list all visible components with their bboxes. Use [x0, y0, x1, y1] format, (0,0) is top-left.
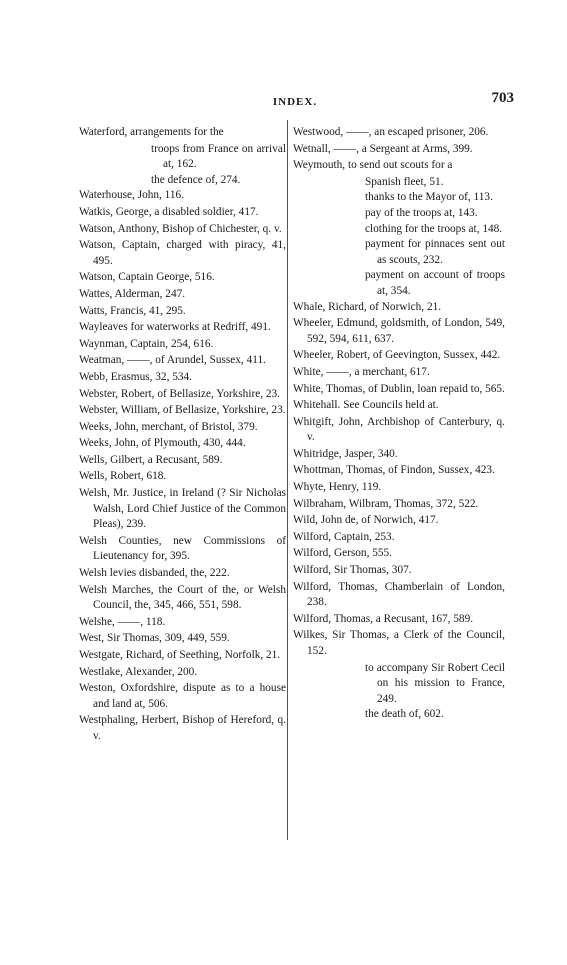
index-entry: Wheeler, Robert, of Geevington, Sussex, 442. — [293, 349, 501, 362]
index-entry: Westwood, ——, an escaped prisoner, 206. — [293, 126, 489, 138]
index-subentry: the defence of, 274. — [151, 173, 241, 186]
index-entry: Weeks, John, of Plymouth, 430, 444. — [79, 437, 246, 450]
index-entry: Wells, Robert, 618. — [79, 470, 167, 483]
index-entry: Watson, Captain, charged with piracy, 41, 495. — [79, 239, 286, 267]
index-entry: Welshe, ——, 118. — [79, 615, 166, 628]
index-entry: Watkis, George, a disabled soldier, 417. — [79, 205, 259, 218]
index-entry: Whitridge, Jasper, 340. — [293, 447, 398, 460]
index-entry: Wells, Gilbert, a Recusant, 589. — [79, 453, 223, 466]
page-number: 703 — [491, 90, 514, 106]
index-column-right — [293, 125, 505, 723]
index-entry: Westphaling, Herbert, Bishop of Hereford, q. v. — [79, 714, 286, 742]
index-entry: Webb, Erasmus, 32, 534. — [79, 370, 192, 383]
index-entry: Wilford, Sir Thomas, 307. — [293, 564, 412, 577]
index-entry: Weatman, ——, of Arundel, Sussex, 411. — [79, 354, 266, 367]
index-subentry: payment for pinnaces sent out as scouts, 232. — [365, 238, 505, 266]
index-entry: Welsh Counties, new Commissions of Lieutenancy for, 395. — [79, 534, 286, 563]
index-subentry: the death of, 602. — [365, 708, 444, 721]
index-entry: Westgate, Richard, of Seething, Norfolk, 21. — [79, 649, 281, 661]
index-subentry: payment on account of troops at, 354. — [365, 269, 505, 297]
index-entry: Wilford, Thomas, a Recusant, 167, 589. — [293, 612, 474, 625]
index-entry: Welsh, Mr. Justice, in Ireland (? Sir Nicholas Walsh, Lord Chief Justice of the Common Pleas), 239. — [79, 487, 286, 531]
index-entry: Watson, Anthony, Bishop of Chichester, q. v. — [79, 222, 282, 235]
index-entry: Wilford, Thomas, Chamberlain of London, 238. — [293, 580, 505, 609]
index-entry: Welsh levies disbanded, the, 222. — [79, 567, 230, 580]
running-head: INDEX. — [272, 96, 318, 108]
index-entry: Whitehall. See Councils held at. — [293, 399, 439, 412]
index-entry: Weston, Oxfordshire, dispute as to a house and land at, 506. — [79, 682, 286, 710]
page-header — [80, 90, 514, 114]
index-entry: Whale, Richard, of Norwich, 21. — [293, 300, 442, 313]
index-entry: Wetnall, ——, a Sergeant at Arms, 399. — [293, 142, 473, 155]
index-subentry: thanks to the Mayor of, 113. — [365, 191, 493, 204]
index-entry: Webster, William, of Bellasize, Yorkshire, 23. — [79, 404, 286, 417]
index-subentry: clothing for the troops at, 148. — [365, 222, 503, 235]
index-entry: Wild, John de, of Norwich, 417. — [293, 514, 439, 527]
index-entry: Wattes, Alderman, 247. — [79, 287, 186, 300]
index-entry: Waterhouse, John, 116. — [79, 189, 185, 202]
index-entry: Whitgift, John, Archbishop of Canterbury, q. v. — [293, 415, 505, 444]
index-entry: White, ——, a merchant, 617. — [293, 365, 430, 378]
column-divider — [287, 120, 288, 840]
index-entry: Wilford, Captain, 253. — [293, 530, 395, 543]
index-entry: Wilbraham, Wilbram, Thomas, 372, 522. — [293, 497, 479, 510]
index-entry: Weymouth, to send out scouts for a — [293, 159, 453, 172]
index-entry: Waynman, Captain, 254, 616. — [79, 337, 214, 350]
index-entry: Watts, Francis, 41, 295. — [79, 304, 186, 317]
index-entry: Webster, Robert, of Bellasize, Yorkshire, 23. — [79, 387, 281, 400]
index-entry: Whyte, Henry, 119. — [293, 481, 382, 494]
index-subentry: pay of the troops at, 143. — [365, 206, 478, 219]
index-subentry: troops from France on arrival at, 162. — [151, 142, 286, 171]
index-column-left — [79, 125, 286, 746]
index-entry: Wilford, Gerson, 555. — [293, 547, 393, 560]
index-subentry: Spanish fleet, 51. — [365, 175, 444, 188]
index-entry: Welsh Marches, the Court of the, or Welsh Council, the, 345, 466, 551, 598. — [79, 583, 286, 612]
index-entry: Westlake, Alexander, 200. — [79, 665, 198, 678]
index-entry: Watson, Captain George, 516. — [79, 271, 215, 284]
index-entry: Weeks, John, merchant, of Bristol, 379. — [79, 420, 258, 433]
index-entry: Whottman, Thomas, of Findon, Sussex, 423. — [293, 464, 495, 477]
index-entry: West, Sir Thomas, 309, 449, 559. — [79, 632, 230, 645]
index-entry: Waterford, arrangements for the — [79, 126, 224, 138]
index-subentry: to accompany Sir Robert Cecil on his mission to France, 249. — [365, 661, 505, 705]
index-entry: Wilkes, Sir Thomas, a Clerk of the Council, 152. — [293, 629, 505, 657]
index-entry: Wayleaves for waterworks at Redriff, 491. — [79, 321, 271, 334]
index-entry: Wheeler, Edmund, goldsmith, of London, 549, 592, 594, 611, 637. — [293, 317, 505, 345]
index-entry: White, Thomas, of Dublin, loan repaid to, 565. — [293, 382, 505, 395]
